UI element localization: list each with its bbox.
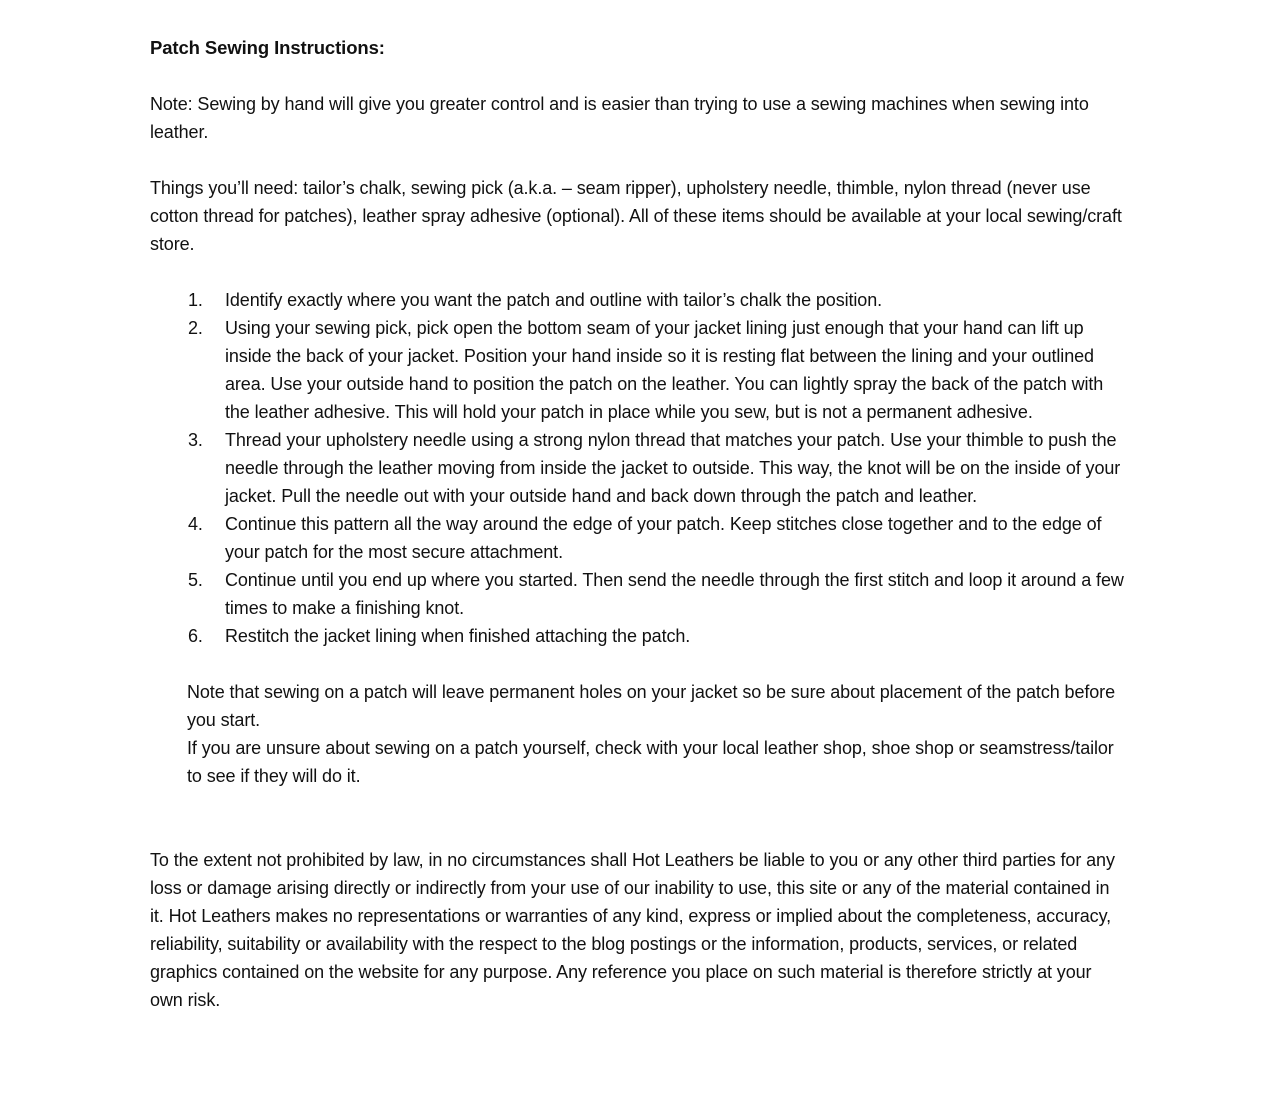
list-item-1: [150, 286, 1125, 314]
unsure-note-paragraph: If you are unsure about sewing on a patch yourself, check with your local leather shop, shoe shop or seamstress/tailor to see if they will do it.: [187, 738, 1114, 786]
list-number: 5.: [188, 570, 203, 590]
hand-sewing-note-paragraph: Note: Sewing by hand will give you greater control and is easier than trying to use a sewing machines when sewing into leather.: [150, 94, 1089, 142]
list-number: 1.: [188, 290, 203, 310]
list-item-4: [150, 510, 1125, 566]
list-item-5: [150, 566, 1125, 622]
list-item-3: [150, 426, 1125, 510]
list-item-2: [150, 314, 1125, 426]
placement-note-block: [187, 678, 1125, 790]
page-title: Patch Sewing Instructions:: [150, 37, 385, 58]
list-text: Restitch the jacket lining when finished attaching the patch.: [225, 626, 691, 646]
legal-disclaimer-paragraph: To the extent not prohibited by law, in no circumstances shall Hot Leathers be liable to you or any other third parties for any loss or damage arising directly or indirectly from your use of our inability to use, this site or any of the material contained in it. Hot Leathers makes no representations or warranties of any kind, express or implied about the completeness, accuracy, reliability, suitability or availability with the respect to the blog postings or the information, products, services, or related graphics contained on the website for any purpose. Any reference you place on such material is therefore strictly at your own risk.: [150, 850, 1115, 1010]
list-number: 2.: [188, 318, 203, 338]
list-text: Thread your upholstery needle using a strong nylon thread that matches your patch. Use your thimble to push the needle through the leather moving from inside the jacket to outside. This way, the knot will be on the inside of your jacket. Pull the needle out with your outside hand and back down through the patch and leather.: [225, 430, 1121, 506]
list-text: Using your sewing pick, pick open the bottom seam of your jacket lining just enough that your hand can lift up inside the back of your jacket. Position your hand inside so it is resting flat between the lining and your outlined area. Use your outside hand to position the patch on the leather. You can lightly spray the back of the patch with the leather adhesive. This will hold your patch in place while you sew, but is not a permanent adhesive.: [225, 318, 1104, 422]
list-item-6: [150, 622, 1125, 650]
instructions-list: [150, 286, 1125, 650]
list-text: Continue until you end up where you started. Then send the needle through the first stitch and loop it around a few times to make a finishing knot.: [225, 570, 1124, 618]
list-number: 3.: [188, 430, 203, 450]
list-number: 6.: [188, 626, 203, 646]
list-number: 4.: [188, 514, 203, 534]
supplies-paragraph: Things you’ll need: tailor’s chalk, sewing pick (a.k.a. – seam ripper), upholstery needle, thimble, nylon thread (never use cotton thread for patches), leather spray adhesive (optional). All of these items should be available at your local sewing/craft store.: [150, 178, 1122, 254]
list-text: Identify exactly where you want the patch and outline with tailor’s chalk the position.: [225, 290, 883, 310]
placement-note-paragraph: Note that sewing on a patch will leave permanent holes on your jacket so be sure about placement of the patch before you start.: [187, 682, 1115, 730]
list-text: Continue this pattern all the way around the edge of your patch. Keep stitches close together and to the edge of your patch for the most secure attachment.: [225, 514, 1102, 562]
